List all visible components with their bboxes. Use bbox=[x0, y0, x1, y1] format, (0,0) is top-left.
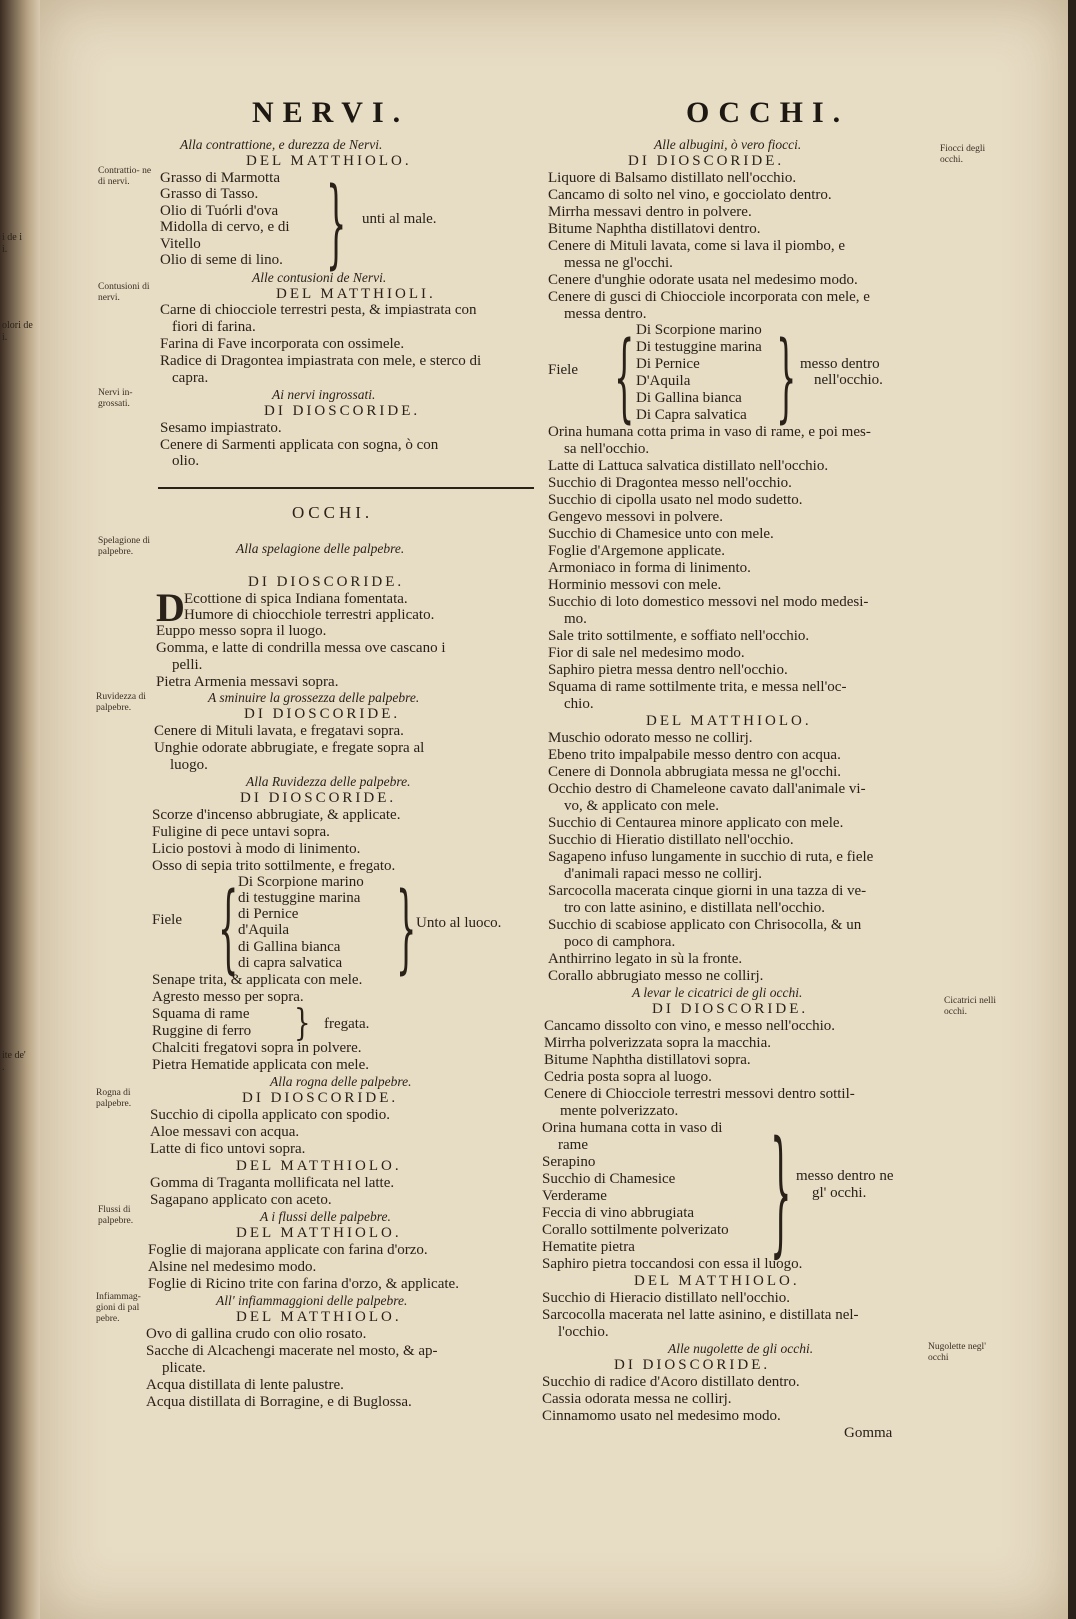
list-item: Hematite pietra bbox=[542, 1239, 635, 1255]
text-line: Succhio di scabiose applicato con Chrisocolla, & un bbox=[548, 917, 862, 933]
text-line: Orina humana cotta prima in vaso di rame, e poi mes- bbox=[548, 424, 871, 440]
list-item: Di Scorpione marino bbox=[238, 874, 364, 890]
text-line: Carne di chiocciole terrestri pesta, & impiastrata con bbox=[160, 302, 477, 318]
section-caption: Alla spelagione delle palpebre. bbox=[236, 541, 405, 556]
section-caption: Alle albugini, ò vero fiocci. bbox=[654, 137, 802, 152]
text-line: Cedria posta sopra al luogo. bbox=[544, 1069, 712, 1085]
text-line: Sesamo impiastrato. bbox=[160, 420, 282, 436]
list-item: Di Capra salvatica bbox=[636, 407, 747, 423]
section-heading: DEL MATTHIOLO. bbox=[236, 1158, 402, 1174]
margin-note: Cicatrici nelli occhi. bbox=[944, 996, 996, 1017]
catchword: Gomma bbox=[844, 1425, 893, 1441]
text-line: Sagapano applicato con aceto. bbox=[150, 1192, 332, 1208]
text-line: olio. bbox=[172, 453, 200, 469]
margin-note: Rogna di palpebre. bbox=[96, 1088, 132, 1109]
edge-fragment: olori de bbox=[2, 320, 33, 331]
text-line: Succhio di radice d'Acoro distillato dentro. bbox=[542, 1374, 800, 1390]
list-item: d'Aquila bbox=[238, 922, 290, 938]
text-line: Chalciti fregatovi sopra in polvere. bbox=[152, 1040, 362, 1056]
text-line: Sarcocolla macerata nel latte asinino, e distillata nel- bbox=[542, 1307, 859, 1323]
section-caption: All' infiammaggioni delle palpebre. bbox=[216, 1293, 408, 1308]
text-line: Succhio di loto domestico messovi nel modo medesi- bbox=[548, 594, 869, 610]
brace: } bbox=[770, 1114, 792, 1274]
text-line: Agresto messo per sopra. bbox=[152, 989, 304, 1005]
text-line: Ebeno trito impalpabile messo dentro con acqua. bbox=[548, 747, 841, 763]
section-heading: DI DIOSCORIDE. bbox=[244, 706, 401, 722]
text-line: Ecottione di spica Indiana fomentata. bbox=[184, 591, 408, 607]
section-heading: DI DIOSCORIDE. bbox=[614, 1357, 771, 1373]
edge-fragment: i. bbox=[2, 332, 8, 343]
text-line: Radice di Dragontea impiastrata con mele, e sterco di bbox=[160, 353, 482, 369]
text-line: Cinnamomo usato nel medesimo modo. bbox=[542, 1408, 781, 1424]
section-caption: Alle nugolette de gli occhi. bbox=[668, 1341, 814, 1356]
brace-label: messo dentro ne bbox=[796, 1168, 894, 1184]
text-line: Pietra Hematide applicata con mele. bbox=[152, 1057, 369, 1073]
edge-fragment: i de i bbox=[2, 232, 22, 243]
brace: { bbox=[218, 871, 239, 985]
margin-note: Ruvidezza di palpebre. bbox=[96, 692, 146, 713]
text-line: Ovo di gallina crudo con olio rosato. bbox=[146, 1326, 367, 1342]
margin-note: Flussi di palpebre. bbox=[98, 1205, 134, 1226]
text-line: pelli. bbox=[172, 657, 203, 673]
list-item: Succhio di Chamesice bbox=[542, 1171, 676, 1187]
list-item: Olio di Tuórli d'ova bbox=[160, 203, 279, 219]
brace-label: Unto al luoco. bbox=[416, 915, 502, 931]
fiele-label: Fiele bbox=[548, 362, 578, 378]
text-line: Saphiro pietra messa dentro nell'occhio. bbox=[548, 662, 788, 678]
text-line: vo, & applicato con mele. bbox=[564, 798, 719, 814]
text-line: Mirrha messavi dentro in polvere. bbox=[548, 204, 752, 220]
brace: { bbox=[614, 320, 635, 434]
text-line: fiori di farina. bbox=[172, 319, 256, 335]
margin-note: Fiocci degli occhi. bbox=[940, 144, 986, 165]
list-item: Feccia di vino abbrugiata bbox=[542, 1205, 695, 1221]
text-line: Saphiro pietra toccandosi con essa il luogo. bbox=[542, 1256, 803, 1272]
list-item: Serapino bbox=[542, 1154, 596, 1170]
section-heading: DEL MATTHIOLO. bbox=[634, 1273, 800, 1289]
text-line: Senape trita, & applicata con mele. bbox=[152, 972, 363, 988]
text-line: Anthirrino legato in sù la fronte. bbox=[548, 951, 743, 967]
text-line: mente polverizzato. bbox=[560, 1103, 679, 1119]
brace-label: fregata. bbox=[324, 1016, 370, 1032]
list-item: Di testuggine marina bbox=[636, 339, 762, 355]
text-line: Cancamo dissolto con vino, e messo nell'occhio. bbox=[544, 1018, 835, 1034]
text-line: Sarcocolla macerata cinque giorni in una tazza di ve- bbox=[548, 883, 867, 899]
text-line: Fior di sale nel medesimo modo. bbox=[548, 645, 745, 661]
brace: } bbox=[294, 1003, 311, 1045]
text-line: chio. bbox=[564, 696, 594, 712]
text-line: Mirrha polverizzata sopra la macchia. bbox=[544, 1035, 771, 1051]
text-line: d'animali rapaci messo ne collirj. bbox=[564, 866, 763, 882]
edge-fragment: ite de' bbox=[2, 1050, 26, 1061]
section-divider bbox=[158, 487, 534, 489]
text-line: mo. bbox=[564, 611, 587, 627]
text-line: messa ne gl'occhi. bbox=[564, 255, 673, 271]
text-line: Bitume Naphtha distillatovi sopra. bbox=[544, 1052, 751, 1068]
text-line: plicate. bbox=[162, 1360, 206, 1376]
text-line: Acqua distillata di Borragine, e di Buglossa. bbox=[146, 1394, 412, 1410]
margin-note: Spelagione di palpebre. bbox=[98, 536, 150, 557]
section-heading: DEL MATTHIOLO. bbox=[646, 713, 812, 729]
text-line: Fuligine di pece untavi sopra. bbox=[152, 824, 330, 840]
list-item: D'Aquila bbox=[636, 373, 691, 389]
list-item: rame bbox=[558, 1137, 588, 1153]
list-item: di Pernice bbox=[238, 906, 299, 922]
text-line: Cenere di Mituli lavata, e fregatavi sopra. bbox=[154, 723, 404, 739]
text-line: Cenere di Sarmenti applicata con sogna, ò con bbox=[160, 437, 439, 453]
section-caption: Ai nervi ingrossati. bbox=[272, 387, 376, 402]
text-line: Succhio di Dragontea messo nell'occhio. bbox=[548, 475, 792, 491]
brace: } bbox=[326, 166, 347, 280]
section-heading: DI DIOSCORIDE. bbox=[248, 574, 405, 590]
text-line: Cassia odorata messa ne collirj. bbox=[542, 1391, 732, 1407]
text-line: Squama di rame sottilmente trita, e messa nell'oc- bbox=[548, 679, 847, 695]
brace-label: nell'occhio. bbox=[814, 372, 883, 388]
list-item: Verderame bbox=[542, 1188, 607, 1204]
margin-note: Contusioni di nervi. bbox=[98, 282, 150, 303]
edge-fragment: . bbox=[2, 1062, 5, 1073]
text-line: Horminio messovi con mele. bbox=[548, 577, 722, 593]
text-line: Scorze d'incenso abbrugiate, & applicate. bbox=[152, 807, 401, 823]
text-line: Cenere di Chiocciole terrestri messovi dentro sottil- bbox=[544, 1086, 855, 1102]
list-item: Orina humana cotta in vaso di bbox=[542, 1120, 723, 1136]
text-line: Sacche di Alcachengi macerate nel mosto, & ap- bbox=[146, 1343, 438, 1359]
text-line: Licio postovi à modo di linimento. bbox=[152, 841, 361, 857]
text-line: Corallo abbrugiato messo ne collirj. bbox=[548, 968, 764, 984]
section-caption: Alla contrattione, e durezza de Nervi. bbox=[180, 137, 383, 152]
text-line: Euppo messo sopra il luogo. bbox=[156, 623, 327, 639]
section-heading: DI DIOSCORIDE. bbox=[652, 1001, 809, 1017]
book-page bbox=[40, 0, 1068, 1619]
margin-note: Nervi in- grossati. bbox=[98, 388, 133, 409]
text-line: capra. bbox=[172, 370, 209, 386]
text-line: Succhio di Chamesice unto con mele. bbox=[548, 526, 774, 542]
margin-note: Nugolette negl' occhi bbox=[928, 1342, 986, 1363]
text-line: sa nell'occhio. bbox=[564, 441, 650, 457]
section-caption: Alla Ruvidezza delle palpebre. bbox=[246, 774, 411, 789]
text-line: Gengevo messovi in polvere. bbox=[548, 509, 723, 525]
text-line: Sagapeno infuso lungamente in succhio di ruta, e fiele bbox=[548, 849, 874, 865]
text-line: Latte di fico untovi sopra. bbox=[150, 1141, 306, 1157]
section-heading: DI DIOSCORIDE. bbox=[628, 153, 785, 169]
section-title-occhi: OCCHI. bbox=[292, 503, 374, 522]
text-line: Sale trito sottilmente, e soffiato nell'occhio. bbox=[548, 628, 810, 644]
edge-fragment: i. bbox=[2, 244, 8, 255]
text-line: messa dentro. bbox=[564, 306, 647, 322]
margin-note: Infiammag- gioni di pal pebre. bbox=[96, 1292, 141, 1324]
text-line: Cenere d'unghie odorate usata nel medesimo modo. bbox=[548, 272, 858, 288]
text-line: Cancamo di solto nel vino, e gocciolato dentro. bbox=[548, 187, 832, 203]
text-line: luogo. bbox=[170, 757, 208, 773]
section-caption: Alle contusioni de Nervi. bbox=[252, 270, 387, 285]
list-item: di capra salvatica bbox=[238, 955, 343, 971]
section-caption: A sminuire la grossezza delle palpebre. bbox=[208, 690, 420, 705]
list-item: Corallo sottilmente polverizato bbox=[542, 1222, 729, 1238]
page-title-occhi: OCCHI. bbox=[686, 96, 850, 129]
text-line: Succhio di Hieratio distillato nell'occhio. bbox=[548, 832, 794, 848]
text-line: Armoniaco in forma di linimento. bbox=[548, 560, 751, 576]
text-line: Alsine nel medesimo modo. bbox=[148, 1259, 317, 1275]
text-line: Cenere di Mituli lavata, come si lava il piombo, e bbox=[548, 238, 846, 254]
text-line: Osso di sepia trito sottilmente, e fregato. bbox=[152, 858, 396, 874]
text-line: Pietra Armenia messavi sopra. bbox=[156, 674, 339, 690]
section-heading: DEL MATTHIOLI. bbox=[276, 286, 436, 302]
section-caption: A levar le cicatrici de gli occhi. bbox=[632, 985, 803, 1000]
margin-note: Contrattio- ne di nervi. bbox=[98, 166, 152, 187]
text-line: Succhio di Hieracio distillato nell'occhio. bbox=[542, 1290, 791, 1306]
list-item: di Gallina bianca bbox=[238, 939, 341, 955]
list-item: Olio di seme di lino. bbox=[160, 252, 283, 268]
list-item: Di Pernice bbox=[636, 356, 700, 372]
text-line: Muschio odorato messo ne collirj. bbox=[548, 730, 753, 746]
text-line: Gomma, e latte di condrilla messa ove cascano i bbox=[156, 640, 446, 656]
text-line: Aloe messavi con acqua. bbox=[150, 1124, 300, 1140]
text-line: Farina di Fave incorporata con ossimele. bbox=[160, 336, 405, 352]
section-caption: A i flussi delle palpebre. bbox=[260, 1209, 391, 1224]
text-line: Latte di Lattuca salvatica distillato nell'occhio. bbox=[548, 458, 829, 474]
brace-label: unti al male. bbox=[362, 211, 437, 227]
section-heading: DEL MATTHIOLO. bbox=[236, 1309, 402, 1325]
list-item: di testuggine marina bbox=[238, 890, 361, 906]
section-heading: DI DIOSCORIDE. bbox=[242, 1090, 399, 1106]
text-line: tro con latte asinino, e distillata nell'occhio. bbox=[564, 900, 825, 916]
text-line: Foglie d'Argemone applicate. bbox=[548, 543, 725, 559]
brace: } bbox=[396, 871, 417, 985]
list-item: Midolla di cervo, e di bbox=[160, 219, 290, 235]
brace: } bbox=[776, 320, 797, 434]
text-line: Occhio destro di Chameleone cavato dall'animale vi- bbox=[548, 781, 866, 797]
list-item: Vitello bbox=[160, 236, 201, 252]
list-item: Squama di rame bbox=[152, 1006, 250, 1022]
list-item: Ruggine di ferro bbox=[152, 1023, 252, 1039]
text-line: Succhio di Centaurea minore applicato con mele. bbox=[548, 815, 844, 831]
text-line: Succhio di cipolla applicato con spodio. bbox=[150, 1107, 390, 1123]
fiele-label: Fiele bbox=[152, 912, 182, 928]
text-line: Acqua distillata di lente palustre. bbox=[146, 1377, 344, 1393]
text-line: Humore di chiocchiole terrestri applicato. bbox=[184, 607, 435, 623]
text-line: Foglie di Ricino trite con farina d'orzo, & applicate. bbox=[148, 1276, 459, 1292]
list-item: Di Scorpione marino bbox=[636, 322, 762, 338]
brace-label: gl' occhi. bbox=[812, 1185, 867, 1201]
text-line: Gomma di Traganta mollificata nel latte. bbox=[150, 1175, 395, 1191]
list-item: Di Gallina bianca bbox=[636, 390, 742, 406]
list-item: Grasso di Tasso. bbox=[160, 186, 259, 202]
text-line: Cenere di Donnola abbrugiata messa ne gl'occhi. bbox=[548, 764, 842, 780]
section-heading: DEL MATTHIOLO. bbox=[236, 1225, 402, 1241]
text-line: Liquore di Balsamo distillato nell'occhio. bbox=[548, 170, 797, 186]
section-caption: Alla rogna delle palpebre. bbox=[270, 1074, 412, 1089]
section-heading: DI DIOSCORIDE. bbox=[240, 790, 397, 806]
text-line: poco di camphora. bbox=[564, 934, 676, 950]
text-line: Succhio di cipolla usato nel modo sudetto. bbox=[548, 492, 803, 508]
section-heading: DEL MATTHIOLO. bbox=[246, 153, 412, 169]
text-line: l'occhio. bbox=[558, 1324, 609, 1340]
text-line: Unghie odorate abbrugiate, e fregate sopra al bbox=[154, 740, 425, 756]
section-heading: DI DIOSCORIDE. bbox=[264, 403, 421, 419]
text-line: Bitume Naphtha distillatovi dentro. bbox=[548, 221, 761, 237]
brace-label: messo dentro bbox=[800, 356, 880, 372]
text-line: Foglie di majorana applicate con farina d'orzo. bbox=[148, 1242, 428, 1258]
list-item: Grasso di Marmotta bbox=[160, 170, 280, 186]
text-line: Cenere di gusci di Chiocciole incorporata con mele, e bbox=[548, 289, 870, 305]
drop-cap: D bbox=[156, 585, 185, 630]
page-title-nervi: NERVI. bbox=[252, 96, 410, 129]
